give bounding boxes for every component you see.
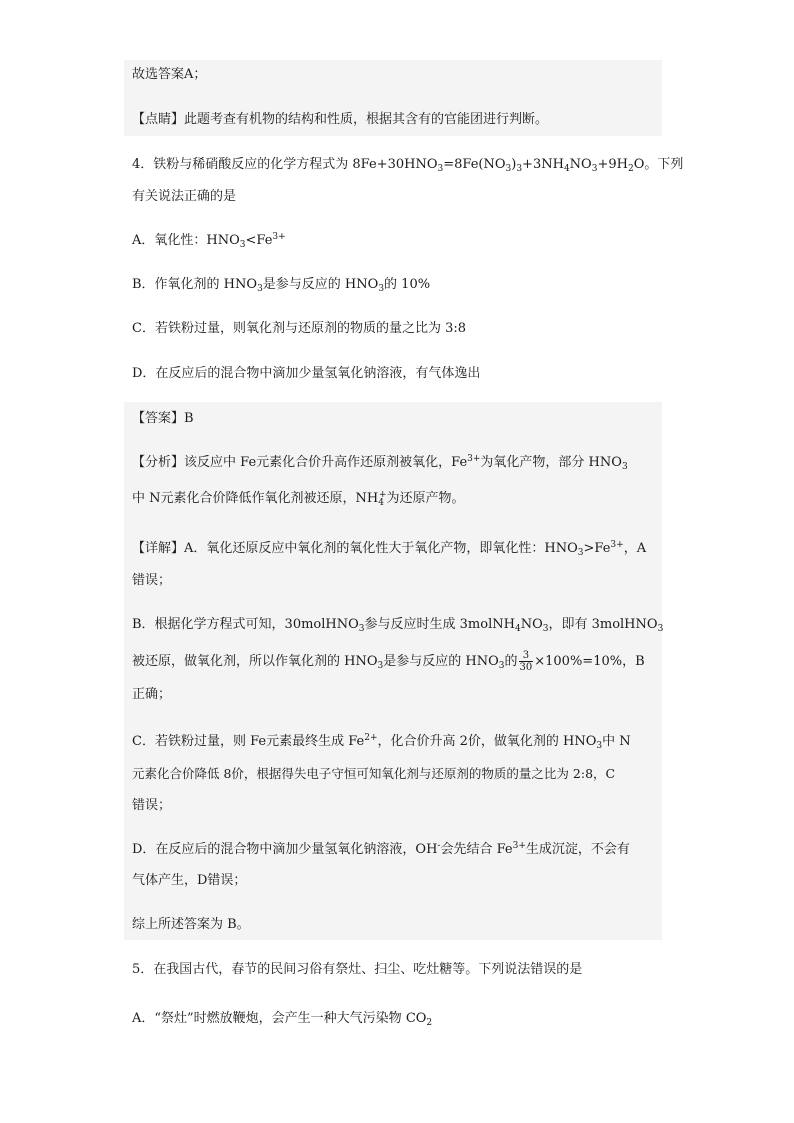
- detail-text: ×100%=10%，B: [534, 654, 645, 669]
- q4-detail-a-line1: [132, 534, 646, 564]
- detail-text: D．在反应后的混合物中滴加少量氢氧化钠溶液，OH: [132, 842, 438, 857]
- detail-text: NO: [520, 617, 543, 632]
- q4-detail-c-line2: [132, 759, 615, 789]
- subscript: 4: [378, 498, 384, 508]
- superscript: 2+: [364, 733, 378, 743]
- subscript: 3: [498, 661, 505, 671]
- q4-stem-line2: [132, 182, 236, 212]
- q4-detail-b-line3: [132, 680, 171, 710]
- q4-option-c: [132, 314, 466, 344]
- q4-detail-b-line1: [132, 610, 663, 640]
- detail-text: 参与反应时生成 3molNH: [364, 617, 515, 632]
- detail-text: 是参与反应的 HNO: [383, 654, 499, 669]
- q4-detail-c-line3: [132, 791, 171, 821]
- q4-option-d: [132, 359, 480, 389]
- option-text: A．“祭灶”时燃放鞭炮，会产生一种大气污染物 CO: [132, 1011, 427, 1026]
- detail-text: 会先结合 Fe: [440, 842, 513, 857]
- subscript: 3: [591, 164, 598, 174]
- fraction: [519, 650, 534, 673]
- q5-option-a: [132, 1004, 432, 1034]
- q5-stem-text: 5．在我国古代，春节的民间习俗有祭灶、扫尘、吃灶糖等。下列说法错误的是: [132, 962, 583, 977]
- subscript: 3: [505, 164, 512, 174]
- option-text: B．作氧化剂的 HNO: [132, 277, 258, 292]
- subscript: 3: [378, 284, 385, 294]
- subscript: 2: [426, 1018, 433, 1028]
- superscript: 3+: [467, 454, 481, 464]
- option-text: 是参与反应的 HNO: [262, 277, 379, 292]
- superscript: 3+: [610, 540, 624, 550]
- detail-text: 的: [504, 654, 518, 669]
- q4-stem-part: +3NH: [522, 157, 564, 172]
- subscript: 3: [377, 661, 384, 671]
- q4-option-a: [132, 226, 286, 256]
- q4-detail-d-line1: [132, 835, 630, 865]
- option-text: <Fe: [245, 233, 273, 248]
- q4-summary: [132, 910, 250, 940]
- detail-text: 错误；: [132, 573, 172, 588]
- q4-stem-part: ): [511, 157, 517, 172]
- superscript: +: [378, 490, 387, 500]
- detail-text: ，化合价升高 2价，做氧化剂的 HNO: [377, 734, 597, 749]
- detail-text: 元素化合价降低 8价，根据得失电子守恒可知氧化剂与还原剂的物质的量之比为 2:8，C: [132, 766, 616, 781]
- q4-detail-b-line2: [132, 645, 645, 679]
- detail-text: 气体产生，D错误；: [132, 873, 247, 888]
- superscript: -: [437, 841, 441, 851]
- superscript: 3+: [272, 232, 286, 242]
- option-text: 的 10%: [384, 277, 431, 292]
- fraction-denominator: 30: [519, 662, 533, 673]
- detail-text: ，A: [623, 541, 647, 556]
- detail-text: B．根据化学方程式可知，30molHNO: [132, 617, 359, 632]
- q4-detail-d-line2: [132, 866, 246, 896]
- subscript: 4: [514, 624, 521, 634]
- subscript: 3: [621, 462, 628, 472]
- superscript: 3+: [512, 841, 526, 851]
- analysis-text: 为还原产物。: [386, 491, 465, 506]
- subscript: 3: [239, 240, 246, 250]
- comment-text: 此题考查有机物的结构和性质，根据其含有的官能团进行判断。: [184, 112, 549, 127]
- q4-stem-part: =8Fe(NO: [443, 157, 506, 172]
- prev-comment-line: [132, 105, 548, 135]
- q5-stem: [132, 955, 582, 985]
- subscript: 3: [577, 548, 584, 558]
- q4-detail-a-line2: [132, 566, 171, 596]
- subscript: 3: [437, 164, 444, 174]
- subscript: 3: [542, 624, 549, 634]
- q4-option-b: [132, 270, 430, 300]
- detail-text: 错误；: [132, 798, 172, 813]
- option-text: D．在反应后的混合物中滴加少量氢氧化钠溶液，有气体逸出: [132, 366, 481, 381]
- detail-text: >Fe: [583, 541, 611, 556]
- q4-stem-part: O。下列: [633, 157, 684, 172]
- detail-text: 正确；: [132, 687, 172, 702]
- option-text: A．氧化性：HNO: [132, 233, 240, 248]
- summary-text: 综上所述答案为 B。: [132, 917, 250, 932]
- q4-stem-part: +9H: [597, 157, 628, 172]
- subscript: 3: [657, 624, 664, 634]
- q4-stem-line1: [132, 150, 683, 180]
- q4-stem-part: 4．铁粉与稀硝酸反应的化学方程式为 8Fe+30HNO: [132, 157, 438, 172]
- subscript: 3: [516, 164, 523, 174]
- detail-text: 中 N: [602, 734, 631, 749]
- detail-text: ，即有 3molHNO: [548, 617, 658, 632]
- q4-answer: [132, 404, 194, 434]
- subscript: 3: [596, 741, 603, 751]
- analysis-text: 为氧化产物，部分 HNO: [480, 455, 622, 470]
- detail-text: 被还原，做氧化剂，所以作氧化剂的 HNO: [132, 654, 378, 669]
- q4-analysis-line2: [132, 484, 465, 514]
- comment-label: 【点睛】: [132, 112, 185, 127]
- fraction-numerator: 3: [519, 650, 534, 662]
- analysis-text: 【分析】该反应中 Fe元素化合价升高作还原剂被氧化，Fe: [132, 455, 468, 470]
- q4-detail-c-line1: [132, 727, 631, 757]
- analysis-text: 中 N元素化合价降低作氧化剂被还原，NH: [132, 491, 379, 506]
- subscript: 2: [627, 164, 634, 174]
- option-text: C．若铁粉过量，则氧化剂与还原剂的物质的量之比为 3:8: [132, 321, 467, 336]
- subscript: 4: [563, 164, 570, 174]
- prev-answer-text: 故选答案A；: [132, 67, 207, 82]
- detail-text: 【详解】A．氧化还原反应中氧化剂的氧化性大于氧化产物，即氧化性：HNO: [132, 541, 578, 556]
- detail-text: 生成沉淀，不会有: [525, 842, 630, 857]
- q4-analysis-line1: [132, 448, 628, 478]
- detail-text: C．若铁粉过量，则 Fe元素最终生成 Fe: [132, 734, 365, 749]
- q4-stem-text: 有关说法正确的是: [132, 189, 237, 204]
- q4-stem-part: NO: [569, 157, 592, 172]
- subscript: 3: [358, 624, 365, 634]
- subscript: 3: [257, 284, 263, 294]
- prev-answer-line: [132, 60, 206, 90]
- answer-text: 【答案】B: [132, 411, 194, 426]
